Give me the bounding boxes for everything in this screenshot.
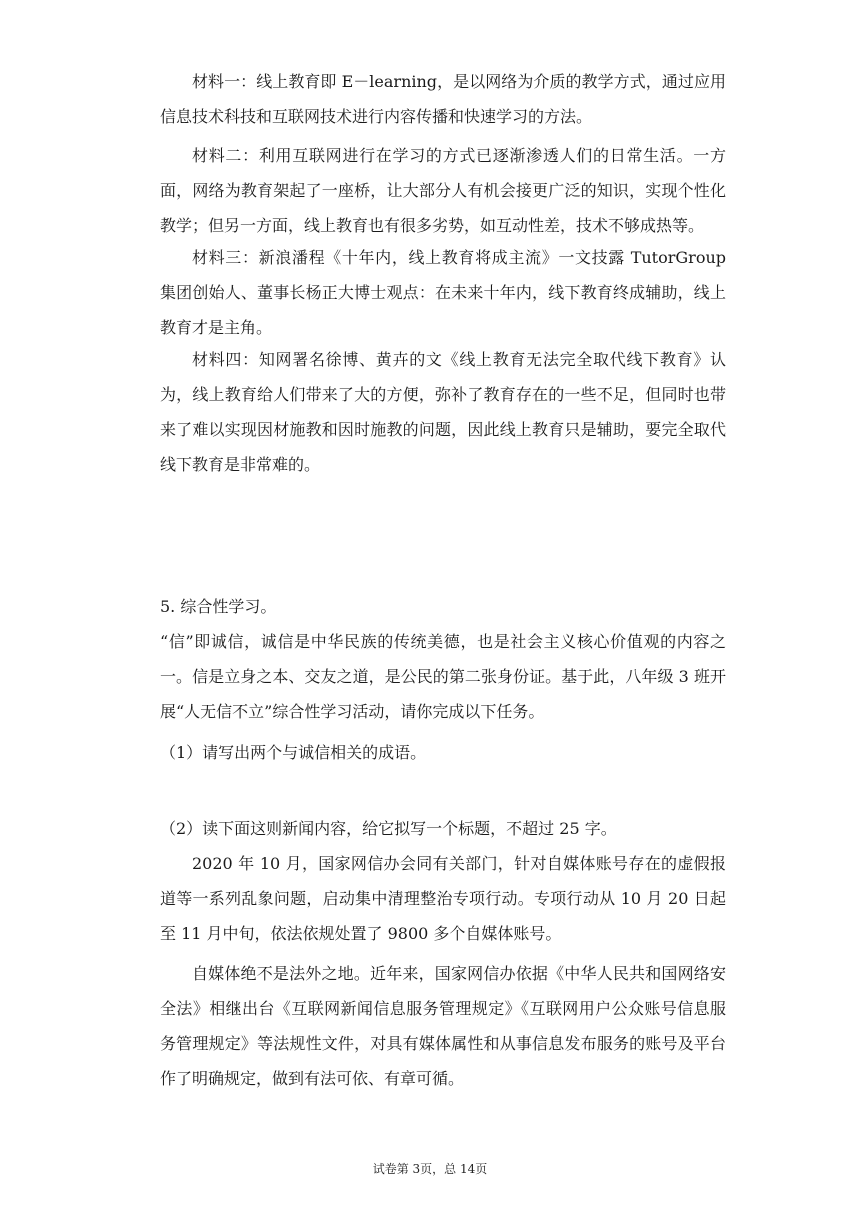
task-1: （1）请写出两个与诚信相关的成语。	[160, 743, 427, 762]
material-1: 材料一：线上教育即 E－learning，是以网络为介质的教学方式，通过应用信息技术科技和互联网技术进行内容传播和快速学习的方法。	[160, 72, 726, 126]
material-4: 材料四：知网署名徐博、黄卉的文《线上教育无法完全取代线下教育》认为，线上教育给人们带来了大的方便，弥补了教育存在的一些不足，但同时也带来了难以实现因材施教和因时施教的问题，因此线上教育只是辅助，要完全取代线下教育是非常难的。	[160, 350, 726, 474]
news-paragraph-2: 自媒体绝不是法外之地。近年来，国家网信办依据《中华人民共和国网络安全法》相继出台《互联网新闻信息服务管理规定》《互联网用户公众账号信息服务管理规定》等法规性文件，对具有媒体属性和从事信息发布服务的账号及平台作了明确规定，做到有法可依、有章可循。	[160, 964, 726, 1088]
task-2: （2）读下面这则新闻内容，给它拟写一个标题，不超过 25 字。	[160, 819, 617, 838]
material-2: 材料二：利用互联网进行在学习的方式已逐渐渗透人们的日常生活。一方面，网络为教育架起了一座桥，让大部分人有机会接更广泛的知识，实现个性化教学；但另一方面，线上教育也有很多劣势，如互动性差，技术不够成热等。	[160, 146, 726, 235]
question-5-title: 5. 综合性学习。	[160, 597, 277, 616]
page-footer: 试卷第 3页，总 14页	[372, 1162, 488, 1176]
material-3: 材料三：新浪潘程《十年内，线上教育将成主流》一文技露 TutorGroup 集团创始人、董事长杨正大博士观点：在未来十年内，线下教育终成辅助，线上教育才是主角。	[160, 248, 726, 337]
news-paragraph-1: 2020 年 10 月，国家网信办会同有关部门，针对自媒体账号存在的虚假报道等一系列乱象问题，启动集中清理整治专项行动。专项行动从 10 月 20 日起至 11 月中旬，依法依规处置了 9800 多个自媒体账号。	[160, 854, 726, 943]
question-5-intro: “信”即诚信，诚信是中华民族的传统美德，也是社会主义核心价值观的内容之一。信是立身之本、交友之道，是公民的第二张身份证。基于此，八年级 3 班开展“人无信不立”综合性学习活动，请你完成以下任务。	[160, 632, 726, 721]
